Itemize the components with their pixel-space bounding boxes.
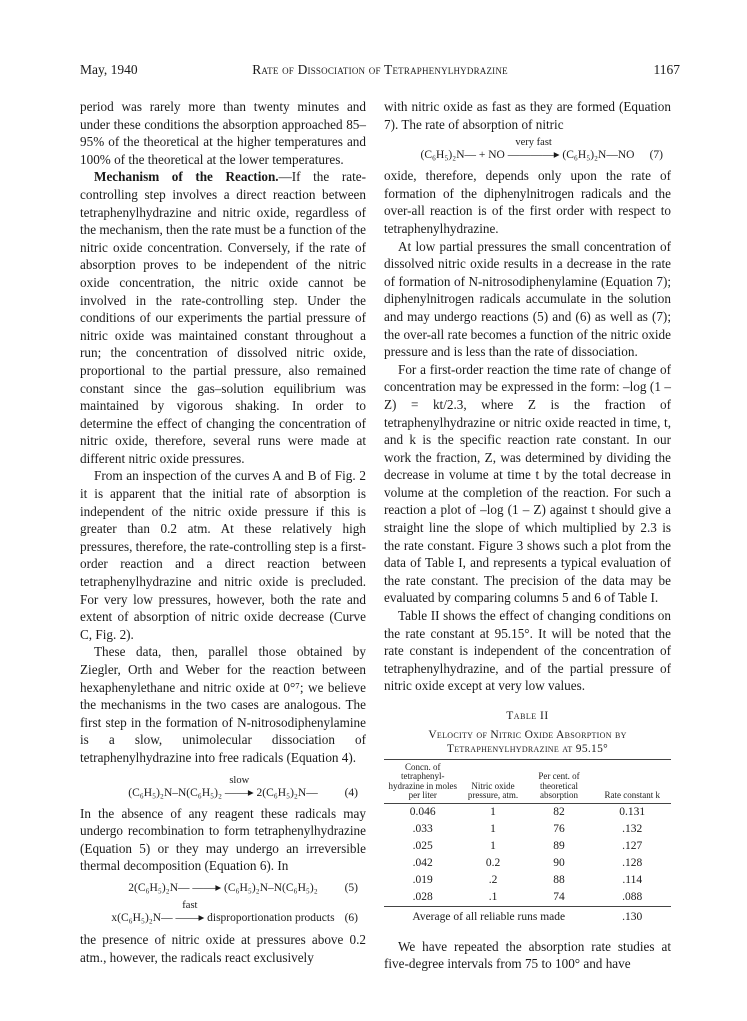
column-header: Concn. of tetraphenyl-hydrazine in moles per liter [384, 759, 461, 803]
reaction-arrow: very fast ————▸ [507, 137, 560, 162]
table-cell: .132 [622, 822, 643, 835]
paragraph: In the absence of any reagent these radicals may undergo recombination to form tetraphenylhydrazine (Equation 5) or they may undergo an irreversible thermal decomposition (Equation 6). In [80, 805, 366, 874]
table-row [384, 803, 671, 821]
equation-number: (6) [344, 911, 358, 924]
paragraph: From an inspection of the curves A and B of Fig. 2 it is apparent that the initial rate of absorption is independent of the nitric oxide pressure if this is greater than 0.2 atm. At these relatively high pressures, therefore, the rate-controlling step is a first-order reaction and a direct reaction between tetraphenylhydrazine and nitric oxide is precluded. For very low pressures, however, both the rate and extent of absorption of nitric oxide decrease (Curve C, Fig. 2). [80, 468, 366, 642]
table-cell: .128 [622, 856, 643, 869]
table-cell: .028 [412, 890, 433, 903]
header-date: May, 1940 [80, 62, 138, 77]
table-cell: .033 [412, 822, 433, 835]
equation-rhs: (C₆H₅)₂N–N(C₆H₅)₂ [224, 881, 318, 894]
table-title: Table II [506, 710, 549, 722]
table-cell: .2 [488, 873, 498, 886]
section-heading: Mechanism of the Reaction. [94, 169, 279, 185]
paragraph: At low partial pressures the small concentration of dissolved nitric oxide results in a decrease in the rate of formation of N-nitrosodiphenylamine (Equation 7); diphenylnitrogen radicals accumulate in the solution and may undergo reactions (5) and (6) as well as (7); the over-all rate becomes a function of the nitric oxide pressure and is less than the rate of dissociation. [384, 238, 671, 360]
paragraph: For a first-order reaction the time rate of change of concentration may be expressed in the form: –log (1 – Z) = kt/2.3, where Z is the fraction of tetraphenylhydrazine or nitric oxide reacted in time, t, and k is the specific reaction rate constant. In our work the fraction, Z, was determined by dividing the decrease in volume at time t by the total decrease in volume at the completion of the reaction. For such a reaction a plot of –log (1 – Z) against t should give a straight line the slope of which multiplied by 2.3 is the rate constant. Figure 3 shows such a plot from the data of Table I, and represents a typical evaluation of the rate constant. The precision of the data may be evaluated by comparing columns 5 and 6 of Table I. [384, 361, 671, 606]
equation-number: (4) [344, 786, 358, 799]
page-header [80, 62, 680, 80]
table-cell: 74 [553, 890, 565, 903]
table-cell: 1 [490, 839, 496, 852]
table-cell: .1 [488, 890, 498, 903]
equation-number: (5) [344, 881, 358, 894]
table-footer-label: Average of all reliable runs made [384, 906, 593, 926]
paragraph: oxide, therefore, depends only upon the rate of formation of the diphenylnitrogen radicals and the over-all reaction is of the first order with respect to tetraphenylhydrazine. [384, 168, 671, 236]
paragraph: period was rarely more than twenty minutes and under these conditions the absorption approached 85–95% of the theoretical at the higher temperatures and 100% of the theoretical at the lower temperatures. [80, 99, 366, 167]
column-header: Nitric oxide pressure, atm. [461, 759, 524, 803]
table-row [384, 889, 671, 907]
equation-6 [80, 900, 366, 925]
paragraph-mechanism [80, 168, 366, 467]
table-row [384, 838, 671, 855]
arrow-label: fast [182, 899, 198, 911]
table-footer-value: .130 [593, 906, 671, 926]
table-cell: 76 [553, 822, 565, 835]
paragraph-body: —If the rate-controlling step involves a direct reaction between tetraphenylhydrazine and nitric oxide, regardless of the mechanism, then the rate must be a function of the nitric oxide concentration. Conversely, if the rate of absorption proves to be independent of the nitric oxide concentration, the nitric oxide cannot be involved in the rate-controlling step. Under the conditions of our experiments the partial pressure of nitric oxide was maintained constant throughout a run; the concentration of dissolved nitric oxide, proportional to the partial pressure, also remained constant since the gas–solution equilibrium was maintained by vigorous shaking. In order to determine the effect of changing the concentration of nitric oxide, therefore, several runs were made at different nitric oxide pressures. [80, 169, 367, 466]
table-cell: .025 [412, 839, 433, 852]
equation-5 [80, 881, 366, 895]
table-cell: 90 [553, 856, 565, 869]
table-cell: .127 [622, 839, 643, 852]
equation-number: (7) [649, 149, 663, 162]
table-cell: 82 [553, 805, 565, 818]
equation-lhs: 2(C₆H₅)₂N— [128, 881, 190, 894]
table-caption: Velocity of Nitric Oxide Absorption by Tetraphenylhydrazine at 95.15° [428, 728, 627, 755]
equation-rhs: 2(C₆H₅)₂N— [256, 786, 318, 799]
table-row [384, 821, 671, 838]
equation-lhs: x(C₆H₅)₂N— [111, 911, 173, 924]
table-cell: 1 [490, 822, 496, 835]
table-row [384, 855, 671, 872]
table-header-row [384, 759, 671, 803]
reaction-arrow: ——▸ [192, 881, 222, 894]
table-cell: .088 [622, 890, 643, 903]
table-cell: .042 [412, 856, 433, 869]
right-column [384, 98, 671, 973]
left-column [80, 98, 366, 966]
table-cell: .114 [622, 873, 643, 886]
column-header: Per cent. of theoretical absorption [525, 759, 594, 803]
equation-7 [384, 137, 671, 162]
data-table [384, 759, 671, 926]
table-cell: 1 [490, 805, 496, 818]
equation-lhs: (C₆H₅)₂N— + NO [420, 149, 505, 162]
arrow-label: very fast [515, 137, 552, 149]
equation-rhs: (C₆H₅)₂N—NO [562, 149, 635, 162]
equation-rhs: disproportionation products [207, 911, 335, 924]
header-page-number: 1167 [653, 62, 680, 77]
paragraph: Table II shows the effect of changing conditions on the rate constant at 95.15°. It will be noted that the rate constant is independent of the concentration of tetraphenylhydrazine, and of the partial pressure of nitric oxide except at very low values. [384, 608, 671, 694]
table-footer-row [384, 906, 671, 926]
paragraph: the presence of nitric oxide at pressures above 0.2 atm., however, the radicals react exclusively [80, 931, 366, 965]
table-block [384, 708, 671, 926]
paragraph: These data, then, parallel those obtained by Ziegler, Orth and Weber for the reaction between hexaphenylethane and nitric oxide at 0°⁷; we believe the mechanisms in the two cases are analogous. The first step in the formation of N-nitrosodiphenylamine is a slow, unimolecular dissociation of tetraphenylhydrazine into free radicals (Equation 4). [80, 644, 366, 765]
paragraph: We have repeated the absorption rate studies at five-degree intervals from 75 to 100° and have [384, 938, 671, 972]
reaction-arrow: slow ——▸ [224, 774, 254, 799]
table-row [384, 872, 671, 889]
table-cell: 0.2 [485, 856, 501, 869]
table-cell: 0.131 [619, 805, 646, 818]
column-header: Rate constant k [593, 759, 671, 803]
arrow-label: slow [229, 774, 250, 786]
table-cell: 89 [553, 839, 565, 852]
paragraph: with nitric oxide as fast as they are formed (Equation 7). The rate of absorption of nitric [384, 99, 671, 132]
equation-lhs: (C₆H₅)₂N–N(C₆H₅)₂ [128, 786, 222, 799]
table-cell: 0.046 [409, 805, 436, 818]
header-running-title: Rate of Dissociation of Tetraphenylhydrazine [252, 62, 508, 77]
table-cell: .019 [412, 873, 433, 886]
equation-4 [80, 775, 366, 800]
table-cell: 88 [553, 873, 565, 886]
reaction-arrow: fast ——▸ [175, 899, 205, 924]
